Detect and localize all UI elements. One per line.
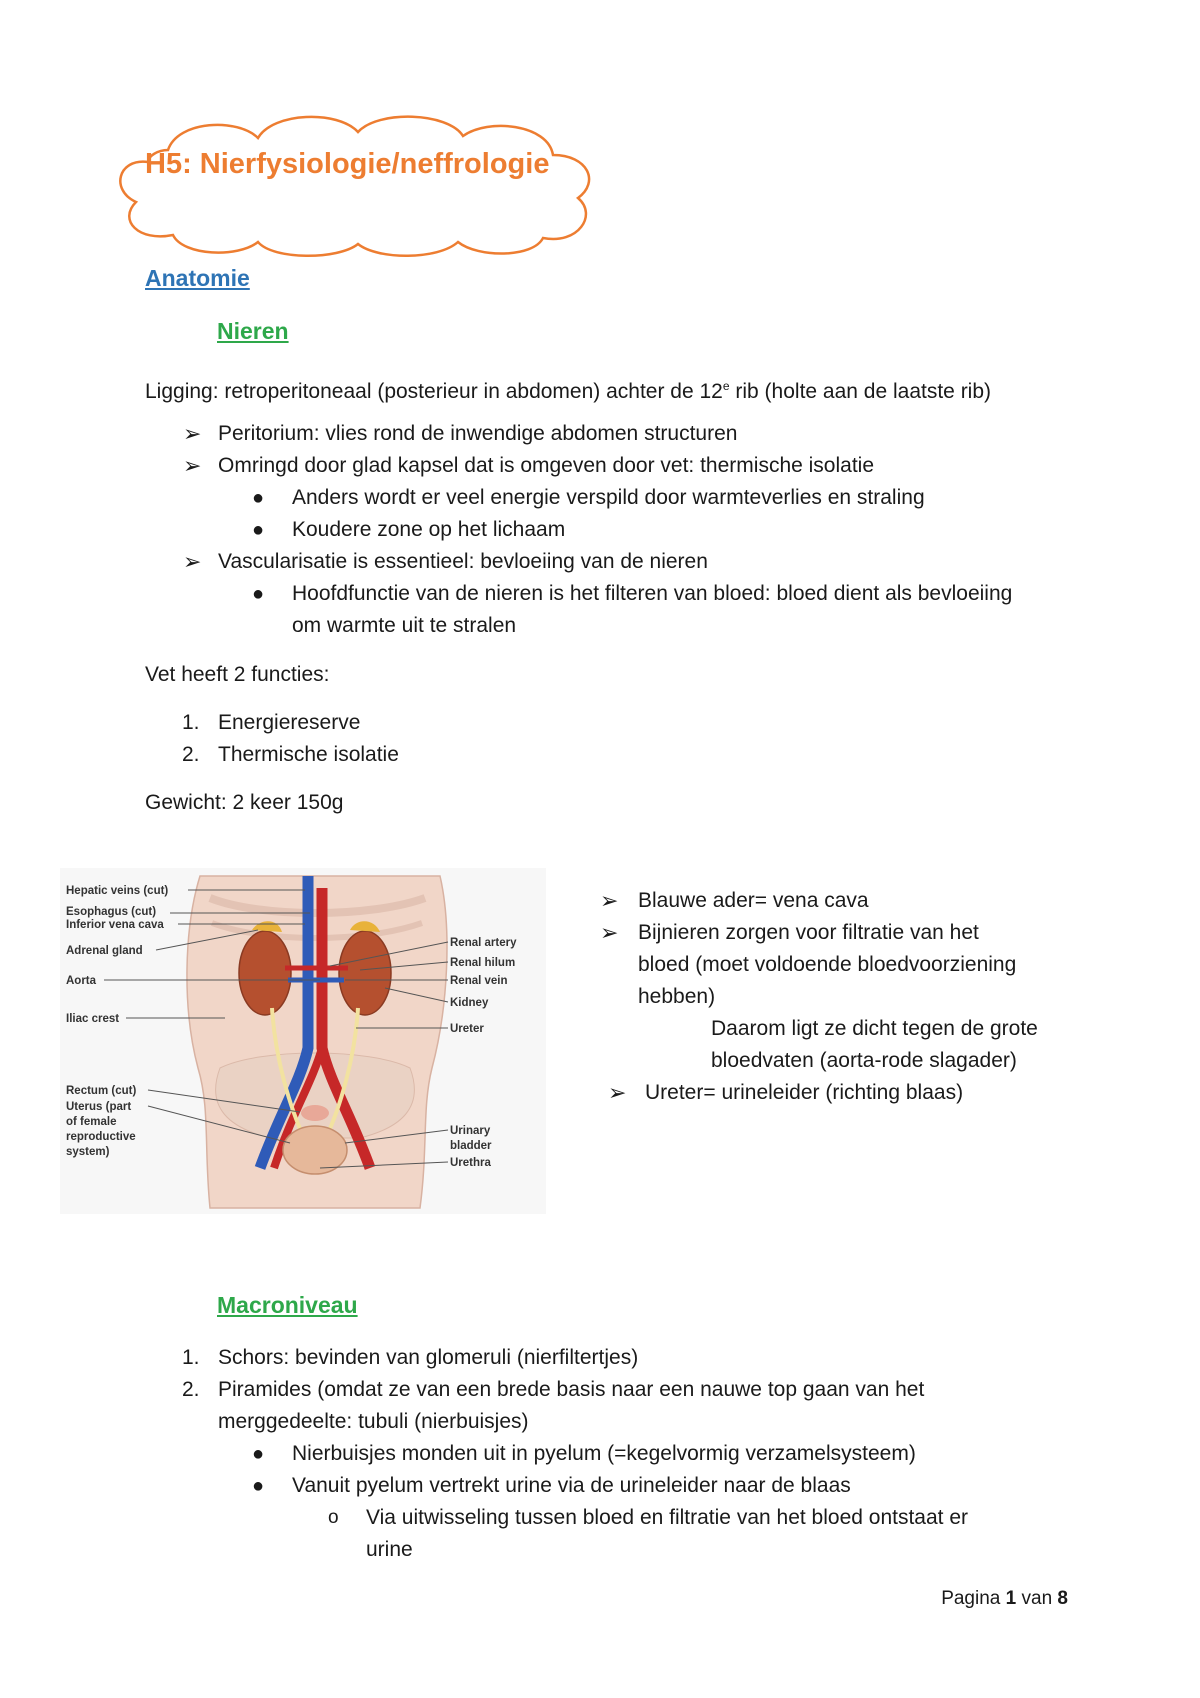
list-item: Via uitwisseling tussen bloed en filtratie van het bloed ontstaat er [366,1506,968,1529]
page-footer [941,1588,1068,1610]
list-item: Anders wordt er veel energie verspild door warmteverlies en straling [292,486,925,509]
arrow-bullet-icon: ➢ [183,421,202,446]
numbered-marker: 2. [182,743,200,766]
footer-page-number: 1 [1005,1588,1017,1609]
list-item: Nierbuisjes monden uit in pyelum (=kegelvormig verzamelsysteem) [292,1442,916,1465]
list-item: Energiereserve [218,711,361,734]
dot-bullet-icon: ● [252,1443,265,1465]
arrow-bullet-icon: ➢ [600,888,619,913]
list-item: Piramides (omdat ze van een brede basis naar een nauwe top gaan van het [218,1378,925,1401]
footer-total-pages: 8 [1057,1588,1068,1609]
list-item: Thermische isolatie [218,743,399,766]
ligging-text-pre: Ligging: retroperitoneaal (posterieur in abdomen) achter de 12 [145,380,723,403]
figure-label-left: reproductive [66,1131,136,1143]
page-title: H5: Nierfysiologie/neffrologie [145,148,550,180]
figure-label-left: of female [66,1116,117,1128]
title-cloud-shape [108,110,598,258]
vet-intro: Vet heeft 2 functies: [145,663,330,686]
figure-label-right: Renal vein [450,975,508,987]
side-note: bloed (moet voldoende bloedvoorziening [638,953,1017,976]
figure-label-right: Renal hilum [450,957,516,969]
figure-label-right: Renal artery [450,937,517,949]
subheading-nieren: Nieren [217,318,289,344]
figure-label-left: Rectum (cut) [66,1085,137,1097]
numbered-marker: 1. [182,711,200,734]
figure-label-left: Aorta [66,975,97,987]
kidney-anatomy-figure [60,868,546,1214]
numbered-marker: 1. [182,1346,200,1369]
gewicht-line: Gewicht: 2 keer 150g [145,791,344,814]
side-note: Daarom ligt ze dicht tegen de grote [711,1017,1038,1040]
figure-label-left: system) [66,1146,110,1158]
figure-label-right: Urinary [450,1125,491,1137]
footer-pagina: Pagina [941,1588,1001,1609]
ligging-text-post: rib (holte aan de laatste rib) [729,380,992,403]
numbered-marker: 2. [182,1378,200,1401]
circle-bullet-icon: o [328,1507,339,1528]
subheading-macroniveau: Macroniveau [217,1292,358,1318]
list-item: Schors: bevinden van glomeruli (nierfiltertjes) [218,1346,639,1369]
section-heading-anatomie: Anatomie [145,265,250,291]
dot-bullet-icon: ● [252,583,265,605]
list-item-continuation: om warmte uit te stralen [292,614,517,637]
figure-label-right: bladder [450,1140,492,1152]
side-note: Bijnieren zorgen voor filtratie van het [638,921,979,944]
list-item: Vanuit pyelum vertrekt urine via de urineleider naar de blaas [292,1474,851,1497]
arrow-bullet-icon: ➢ [183,453,202,478]
list-item: Vascularisatie is essentieel: bevloeiing van de nieren [218,550,708,573]
arrow-bullet-icon: ➢ [600,920,619,945]
list-item: Omringd door glad kapsel dat is omgeven door vet: thermische isolatie [218,454,875,477]
list-item-continuation: merggedeelte: tubuli (nierbuisjes) [218,1410,529,1433]
figure-label-right: Ureter [450,1023,484,1035]
arrow-bullet-icon: ➢ [608,1080,627,1105]
list-item-continuation: urine [366,1538,413,1561]
figure-label-left: Iliac crest [66,1013,120,1025]
list-item: Koudere zone op het lichaam [292,518,566,541]
dot-bullet-icon: ● [252,1475,265,1497]
side-note: bloedvaten (aorta-rode slagader) [711,1049,1017,1072]
figure-label-left: Hepatic veins (cut) [66,885,169,897]
list-item: Peritorium: vlies rond de inwendige abdomen structuren [218,422,738,445]
list-item: Hoofdfunctie van de nieren is het filteren van bloed: bloed dient als bevloeiing [292,582,1013,605]
figure-label-left: Adrenal gland [66,945,143,957]
figure-label-left: Inferior vena cava [66,919,164,931]
dot-bullet-icon: ● [252,487,265,509]
arrow-bullet-icon: ➢ [183,549,202,574]
side-note: hebben) [638,985,716,1008]
side-note: Blauwe ader= vena cava [638,889,869,912]
figure-label-right: Kidney [450,997,489,1009]
figure-label-left: Uterus (part [66,1101,132,1113]
side-note: Ureter= urineleider (richting blaas) [645,1081,964,1104]
footer-van: van [1021,1588,1053,1609]
ligging-line [145,370,991,408]
dot-bullet-icon: ● [252,519,265,541]
figure-label-left: Esophagus (cut) [66,906,157,918]
figure-label-right: Urethra [450,1157,491,1169]
ligging-sup: e [722,379,730,393]
